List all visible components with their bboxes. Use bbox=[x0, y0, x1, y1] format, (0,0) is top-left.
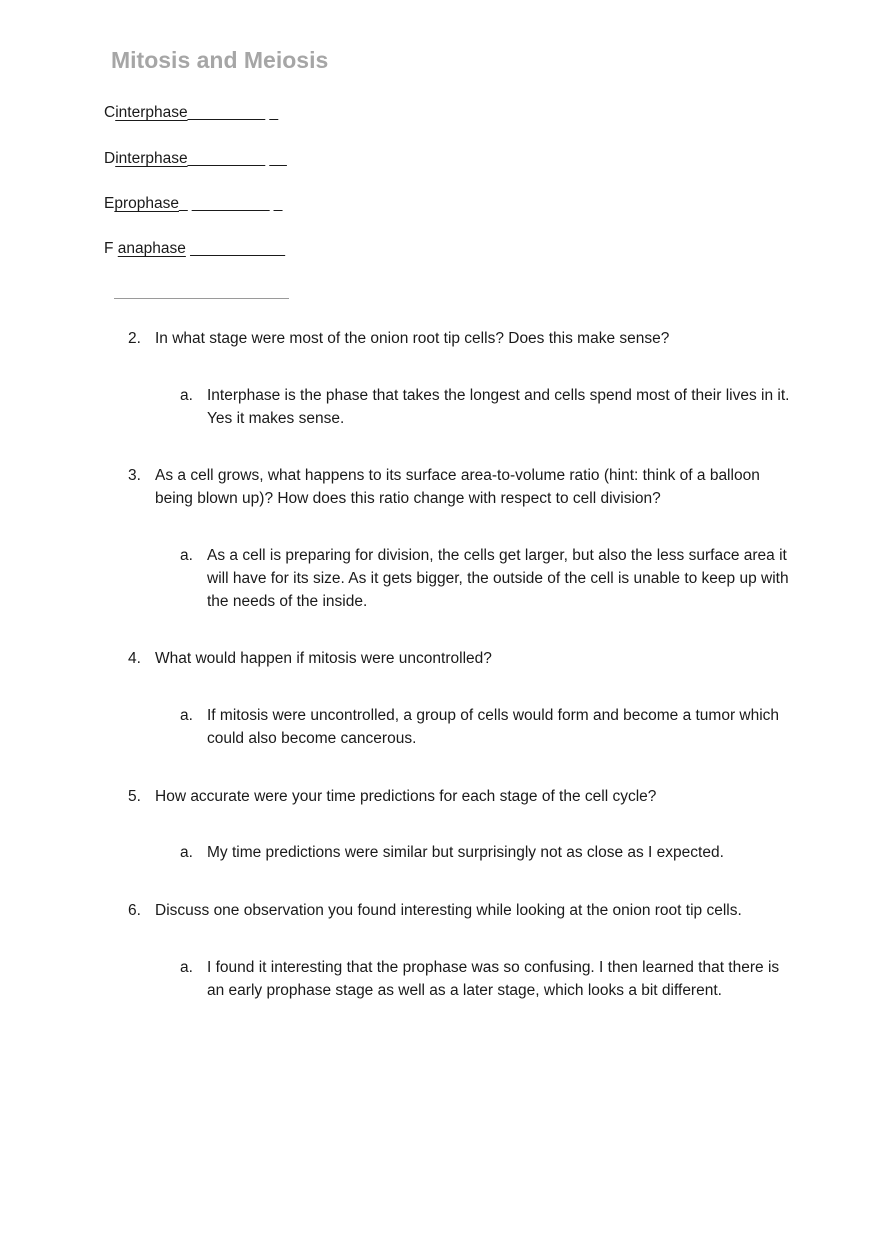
answer-marker: a. bbox=[180, 959, 193, 976]
question-text: What would happen if mitosis were uncontrolled? bbox=[155, 650, 492, 667]
answer-4a bbox=[180, 704, 790, 750]
answer-3a bbox=[180, 544, 790, 613]
stage-answer: interphase bbox=[115, 104, 188, 121]
stage-blank: ___________ bbox=[190, 240, 286, 257]
stage-answer: interphase bbox=[115, 150, 188, 167]
divider-rule bbox=[114, 298, 289, 299]
answer-marker: a. bbox=[180, 707, 193, 724]
question-3 bbox=[128, 464, 788, 510]
answer-text: As a cell is preparing for division, the cells get larger, but also the less surface area it will have for its size. As it gets bigger, the outside of the cell is unable to keep up with the needs of the inside. bbox=[207, 547, 789, 610]
question-text: How accurate were your time predictions for each stage of the cell cycle? bbox=[155, 788, 657, 805]
stage-d-line bbox=[104, 149, 287, 169]
page-title: Mitosis and Meiosis bbox=[111, 47, 329, 73]
question-text: Discuss one observation you found interesting while looking at the onion root tip cells. bbox=[155, 902, 742, 919]
question-number: 3. bbox=[128, 467, 141, 484]
answer-text: If mitosis were uncontrolled, a group of cells would form and become a tumor which could also become cancerous. bbox=[207, 707, 780, 747]
answer-5a bbox=[180, 841, 790, 864]
stage-letter: F bbox=[104, 240, 114, 257]
stage-f-line bbox=[104, 239, 285, 259]
stage-answer: prophase bbox=[114, 195, 179, 212]
question-number: 2. bbox=[128, 330, 141, 347]
answer-marker: a. bbox=[180, 387, 193, 404]
question-text: In what stage were most of the onion root tip cells? Does this make sense? bbox=[155, 330, 670, 347]
question-text: As a cell grows, what happens to its surface area-to-volume ratio (hint: think of a balloon being blown up)? How does this ratio change with respect to cell division? bbox=[155, 467, 760, 507]
stage-letter: C bbox=[104, 104, 116, 121]
stage-c-line bbox=[104, 103, 278, 123]
question-5 bbox=[128, 785, 788, 808]
answer-6a bbox=[180, 956, 790, 1002]
stage-answer: anaphase bbox=[117, 240, 186, 257]
question-4 bbox=[128, 647, 788, 670]
stage-letter: D bbox=[104, 150, 116, 167]
answer-2a bbox=[180, 384, 790, 430]
question-6 bbox=[128, 899, 788, 922]
stage-e-line bbox=[104, 194, 282, 214]
question-number: 4. bbox=[128, 650, 141, 667]
answer-text: I found it interesting that the prophase was so confusing. I then learned that there is an early prophase stage as well as a later stage, which looks a bit different. bbox=[207, 959, 780, 999]
stage-blank: _ _________ _ bbox=[178, 195, 283, 212]
answer-marker: a. bbox=[180, 844, 193, 861]
answer-marker: a. bbox=[180, 547, 193, 564]
question-number: 5. bbox=[128, 788, 141, 805]
question-2 bbox=[128, 327, 788, 350]
answer-text: My time predictions were similar but surprisingly not as close as I expected. bbox=[207, 844, 724, 861]
stage-blank: _________ _ bbox=[187, 104, 279, 121]
stage-blank: _________ __ bbox=[187, 150, 287, 167]
stage-letter: E bbox=[104, 195, 115, 212]
question-number: 6. bbox=[128, 902, 141, 919]
answer-text: Interphase is the phase that takes the longest and cells spend most of their lives in it. Yes it makes sense. bbox=[207, 387, 790, 427]
